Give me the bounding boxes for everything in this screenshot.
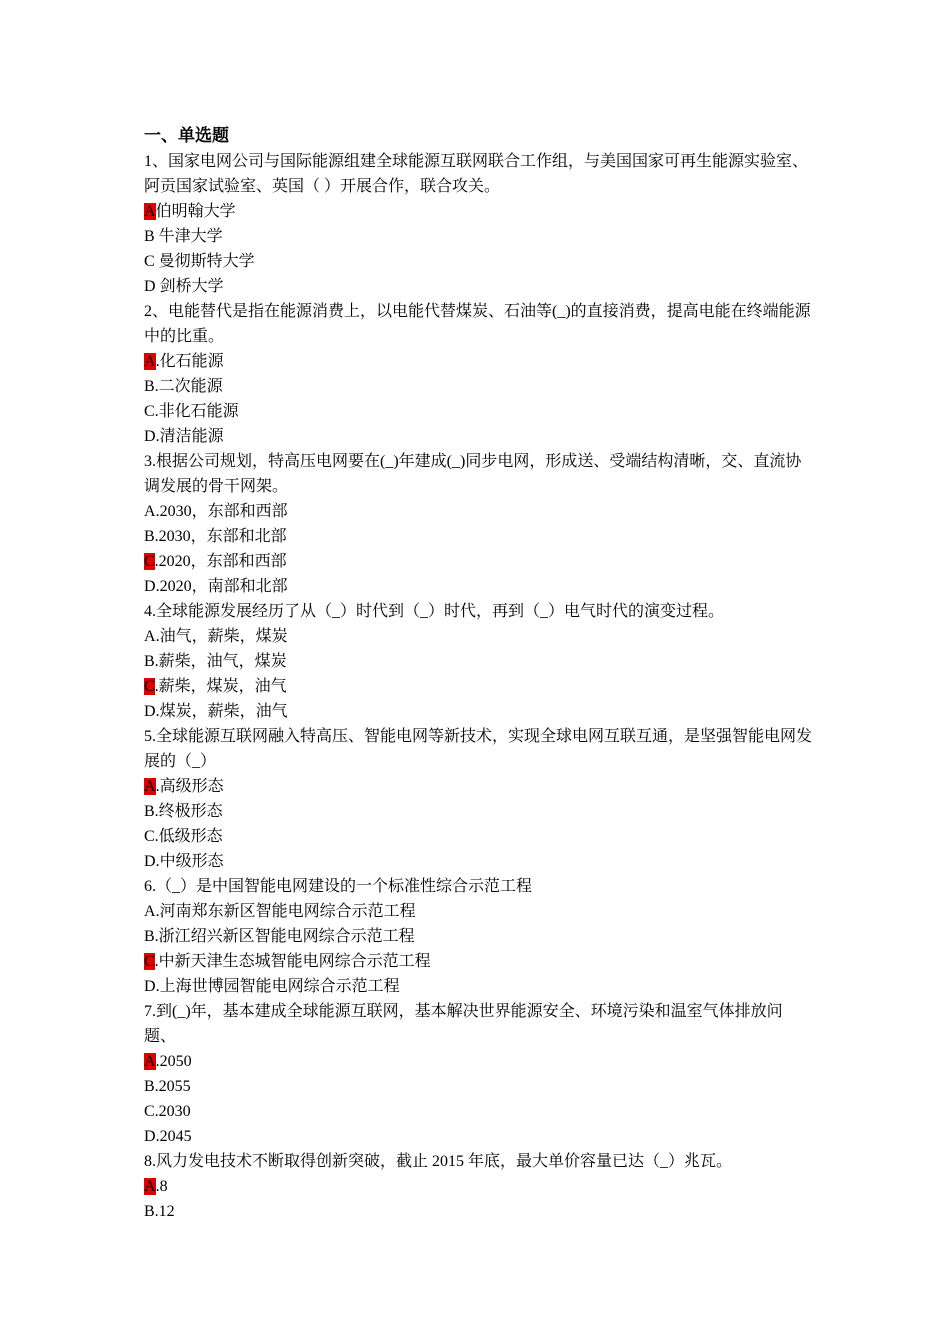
marked-answer-letter: A <box>144 203 156 220</box>
option-letter: A <box>144 903 156 920</box>
option-letter: A <box>144 628 156 645</box>
option-text: 牛津大学 <box>154 228 223 245</box>
option-letter: D <box>144 278 156 295</box>
option-text: .2055 <box>154 1078 191 1095</box>
question-text: 3.根据公司规划，特高压电网要在(_)年建成(_)同步电网，形成送、受端结构清晰，交、直流协调发展的骨干网架。 <box>144 453 802 495</box>
answer-option <box>144 249 812 274</box>
answer-option <box>144 649 812 674</box>
answer-option <box>144 799 812 824</box>
answer-option <box>144 824 812 849</box>
option-letter: B <box>144 228 155 245</box>
option-letter: C <box>144 1103 155 1120</box>
answer-option <box>144 574 812 599</box>
option-text: .上海世博园智能电网综合示范工程 <box>155 978 400 995</box>
answer-option <box>144 1099 812 1124</box>
option-letter: D <box>144 428 156 445</box>
option-letter: C <box>144 828 155 845</box>
answer-option <box>144 849 812 874</box>
answer-option <box>144 1124 812 1149</box>
option-text: .高级形态 <box>155 778 224 795</box>
answer-option <box>144 524 812 549</box>
marked-answer-letter: A <box>144 1053 156 1070</box>
answer-option <box>144 374 812 399</box>
option-letter: B <box>144 1203 155 1220</box>
option-letter: D <box>144 978 156 995</box>
marked-answer-letter: A <box>144 353 156 370</box>
question-block <box>144 449 812 599</box>
option-text: .清洁能源 <box>155 428 224 445</box>
question-block <box>144 999 812 1149</box>
option-text: .河南郑东新区智能电网综合示范工程 <box>155 903 416 920</box>
option-text: .二次能源 <box>154 378 223 395</box>
question-block <box>144 724 812 874</box>
answer-option <box>144 974 812 999</box>
document-body <box>144 124 812 1224</box>
option-text: .低级形态 <box>154 828 223 845</box>
option-text: .2030，东部和北部 <box>154 528 287 545</box>
option-letter: C <box>144 403 155 420</box>
option-text: .2020，东部和西部 <box>154 553 287 570</box>
question-text: 4.全球能源发展经历了从（_）时代到（_）时代，再到（_）电气时代的演变过程。 <box>144 603 725 620</box>
answer-option <box>144 1174 812 1199</box>
question-list <box>144 149 812 1224</box>
question-block <box>144 149 812 299</box>
option-letter: D <box>144 578 156 595</box>
answer-option <box>144 549 812 574</box>
option-text: .非化石能源 <box>154 403 239 420</box>
option-letter: B <box>144 653 155 670</box>
option-text: .终极形态 <box>154 803 223 820</box>
option-text: 伯明翰大学 <box>155 203 236 220</box>
question-text: 1、国家电网公司与国际能源组建全球能源互联网联合工作组，与美国国家可再生能源实验室、阿贡国家试验室、英国（ ）开展合作，联合攻关。 <box>144 153 809 195</box>
marked-answer-letter: A <box>144 778 156 795</box>
option-text: .浙江绍兴新区智能电网综合示范工程 <box>154 928 415 945</box>
question-text: 8.风力发电技术不断取得创新突破，截止 2015 年底，最大单价容量已达（_）兆瓦。 <box>144 1153 733 1170</box>
question-text: 7.到(_)年，基本建成全球能源互联网，基本解决世界能源安全、环境污染和温室气体排放问题、 <box>144 1003 783 1045</box>
option-text: .中级形态 <box>155 853 224 870</box>
option-text: .2050 <box>155 1053 192 1070</box>
answer-option <box>144 674 812 699</box>
option-letter: D <box>144 703 156 720</box>
answer-option <box>144 224 812 249</box>
option-text: .煤炭，薪柴，油气 <box>155 703 288 720</box>
section-title: 一、单选题 <box>144 126 229 146</box>
answer-option <box>144 1074 812 1099</box>
question-block <box>144 599 812 724</box>
question-block <box>144 1149 812 1224</box>
option-text: .中新天津生态城智能电网综合示范工程 <box>154 953 431 970</box>
answer-option <box>144 499 812 524</box>
marked-answer-letter: C <box>144 553 155 570</box>
option-text: .2020，南部和北部 <box>155 578 288 595</box>
option-text: .化石能源 <box>155 353 224 370</box>
answer-option <box>144 349 812 374</box>
option-text: .油气，薪柴，煤炭 <box>155 628 288 645</box>
question-block <box>144 874 812 999</box>
answer-option <box>144 899 812 924</box>
answer-option <box>144 199 812 224</box>
question-text: 5.全球能源互联网融入特高压、智能电网等新技术，实现全球电网互联互通，是坚强智能电网发展的（_） <box>144 728 813 770</box>
answer-option <box>144 699 812 724</box>
question-text: 6.（_）是中国智能电网建设的一个标准性综合示范工程 <box>144 878 533 895</box>
marked-answer-letter: A <box>144 1178 156 1195</box>
answer-option <box>144 1199 812 1224</box>
answer-option <box>144 949 812 974</box>
marked-answer-letter: C <box>144 953 155 970</box>
option-text: .2030，东部和西部 <box>155 503 288 520</box>
option-text: .2030 <box>154 1103 191 1120</box>
question-block <box>144 299 812 449</box>
answer-option <box>144 924 812 949</box>
option-text: .8 <box>155 1178 168 1195</box>
question-text: 2、电能替代是指在能源消费上，以电能代替煤炭、石油等(_)的直接消费，提高电能在终端能源中的比重。 <box>144 303 811 345</box>
answer-option <box>144 274 812 299</box>
answer-option <box>144 399 812 424</box>
answer-option <box>144 424 812 449</box>
option-letter: D <box>144 853 156 870</box>
answer-option <box>144 774 812 799</box>
option-text: .薪柴，煤炭，油气 <box>154 678 287 695</box>
option-text: .2045 <box>155 1128 192 1145</box>
option-text: .12 <box>154 1203 175 1220</box>
option-text: 剑桥大学 <box>155 278 224 295</box>
option-text: .薪柴，油气，煤炭 <box>154 653 287 670</box>
option-letter: B <box>144 803 155 820</box>
option-letter: A <box>144 503 156 520</box>
option-letter: D <box>144 1128 156 1145</box>
option-letter: B <box>144 928 155 945</box>
option-text: 曼彻斯特大学 <box>154 253 255 270</box>
option-letter: C <box>144 253 155 270</box>
option-letter: B <box>144 1078 155 1095</box>
answer-option <box>144 1049 812 1074</box>
answer-option <box>144 624 812 649</box>
option-letter: B <box>144 528 155 545</box>
marked-answer-letter: C <box>144 678 155 695</box>
option-letter: B <box>144 378 155 395</box>
